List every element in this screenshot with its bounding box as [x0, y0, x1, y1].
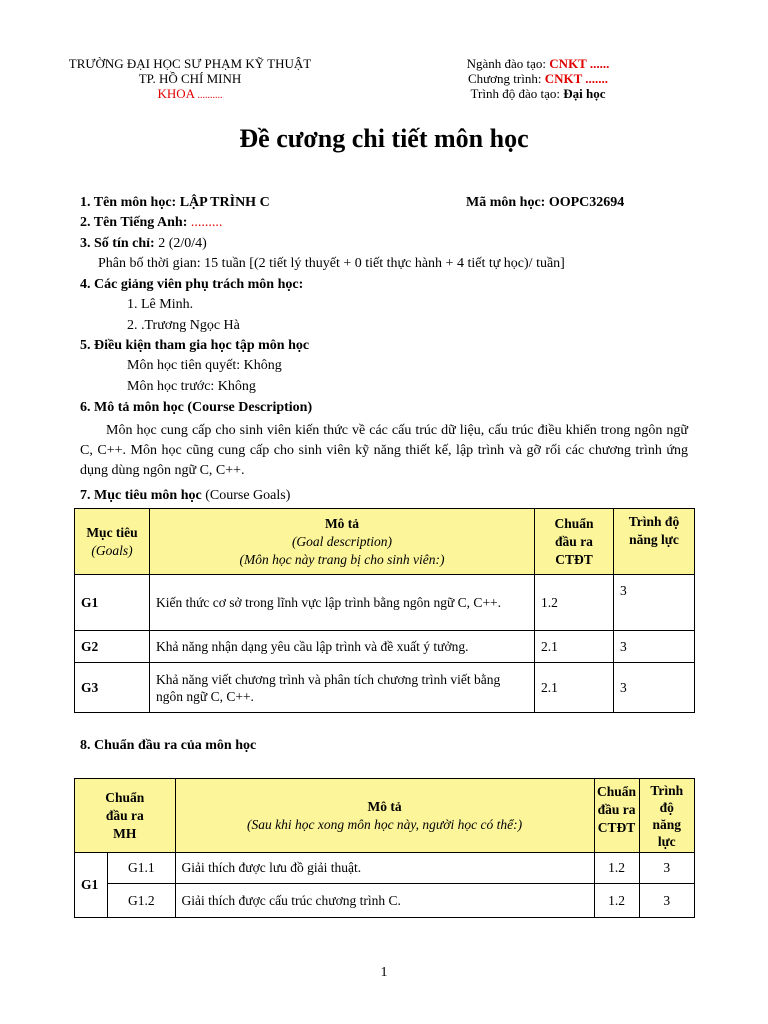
outcomes-header-level-3: năng	[652, 816, 682, 832]
item-english-name	[80, 214, 222, 231]
credits-label: 3. Số tín chỉ:	[80, 236, 155, 251]
school-city: TP. HỒ CHÍ MINH	[138, 71, 242, 86]
goal-code: G1	[75, 575, 150, 631]
item-credits	[80, 235, 207, 252]
goals-header-goal-vi: Mục tiêu	[86, 524, 138, 540]
outcomes-header-ctdt	[594, 779, 639, 853]
outcome-group: G1	[75, 853, 108, 918]
table-row	[75, 575, 695, 631]
outcomes-header-code-2: đầu ra	[105, 807, 144, 823]
goals-header-description	[150, 509, 535, 575]
page-number: 1	[380, 965, 388, 980]
faculty-label: KHOA	[157, 86, 195, 101]
school-name: TRƯỜNG ĐẠI HỌC SƯ PHẠM KỸ THUẬT	[68, 56, 312, 71]
goal-description: Khả năng nhận dạng yêu cầu lập trình và đề xuất ý tưởng.	[150, 631, 535, 663]
outcome-ctdt: 1.2	[594, 853, 639, 884]
lecturer-1: 1. Lê Minh.	[127, 297, 194, 312]
document-title: Đề cương chi tiết môn học	[239, 124, 529, 153]
goal-level: 3	[614, 575, 695, 631]
outcomes-header-code-1: Chuẩn	[105, 789, 145, 805]
course-description: Môn học cung cấp cho sinh viên kiến thức về các cấu trúc dữ liệu, cấu trúc điều khiển trong ngôn ngữ C, C++. Môn học cũng cung cấp cho sinh viên kỹ năng thiết kế, lập trình và gỡ rối các chương trình ứng dụng dùng ngôn ngữ C, C++.	[80, 423, 688, 478]
outcomes-header-code	[75, 779, 176, 853]
table-row	[75, 884, 695, 918]
goals-header-goal	[75, 509, 150, 575]
program-line	[438, 71, 638, 86]
outcomes-header-description	[175, 779, 594, 853]
goals-header-ctdt-1: Chuẩn	[554, 515, 594, 531]
program-label: Chương trình:	[467, 71, 542, 86]
level-label: Trình độ đào tạo:	[470, 86, 560, 101]
outcomes-table	[74, 778, 695, 918]
outcomes-header-ctdt-2: đầu ra	[597, 802, 636, 817]
goal-description: Khả năng viết chương trình và phân tích chương trình viết bằng ngôn ngữ C, C++.	[150, 663, 535, 713]
outcomes-header-row	[75, 779, 695, 853]
major-line	[438, 56, 638, 71]
goals-header-level-1: Trình độ	[628, 514, 680, 529]
goal-ctdt: 2.1	[535, 631, 614, 663]
goals-header-desc-en: (Goal description)	[291, 533, 393, 549]
outcomes-header-ctdt-1: Chuẩn	[597, 784, 637, 799]
table-row	[75, 853, 695, 884]
goals-header-level-2: năng lực	[629, 532, 679, 547]
goal-level: 3	[614, 663, 695, 713]
outcomes-header-desc-note: (Sau khi học xong môn học này, người học có thể:)	[246, 816, 523, 832]
goals-header-row	[75, 509, 695, 575]
item-goals	[80, 487, 290, 504]
outcomes-header-ctdt-3: CTĐT	[597, 820, 636, 835]
english-name-value: .........	[190, 215, 223, 230]
outcome-level: 3	[639, 884, 694, 918]
item-lecturers: 4. Các giảng viên phụ trách môn học:	[80, 277, 304, 292]
item-course-name: 1. Tên môn học: LẬP TRÌNH C	[80, 195, 270, 210]
credits-value: 2 (2/0/4)	[154, 236, 207, 251]
faculty	[40, 86, 340, 103]
goal-ctdt: 2.1	[535, 663, 614, 713]
outcome-code: G1.1	[108, 853, 176, 884]
level-value: Đại học	[563, 86, 606, 101]
goal-level: 3	[614, 631, 695, 663]
goals-header-level	[614, 509, 695, 575]
item-course-code: Mã môn học: OOPC32694	[466, 195, 625, 210]
goal-code: G2	[75, 631, 150, 663]
goals-header-desc-note: (Môn học này trang bị cho sinh viên:)	[239, 551, 445, 567]
goals-header-ctdt	[535, 509, 614, 575]
goals-table	[74, 508, 695, 713]
goals-label: 7. Mục tiêu môn học	[80, 488, 202, 503]
goal-ctdt: 1.2	[535, 575, 614, 631]
goal-code: G3	[75, 663, 150, 713]
prerequisite-course: Môn học tiên quyết: Không	[127, 358, 282, 373]
outcome-ctdt: 1.2	[594, 884, 639, 918]
goals-header-desc-vi: Mô tả	[324, 515, 360, 531]
outcomes-header-level	[639, 779, 694, 853]
outcome-description: Giải thích được lưu đồ giải thuật.	[175, 853, 594, 884]
outcomes-header-level-2: độ	[659, 799, 674, 815]
time-allocation: Phân bố thời gian: 15 tuần [(2 tiết lý thuyết + 0 tiết thực hành + 4 tiết tự học)/ tuần]	[98, 256, 565, 271]
outcome-description: Giải thích được cấu trúc chương trình C.	[175, 884, 594, 918]
school-header	[40, 56, 340, 103]
item-learning-outcomes: 8. Chuẩn đầu ra của môn học	[80, 738, 257, 753]
major-value: CNKT ......	[549, 56, 610, 71]
outcomes-header-level-1: Trình	[650, 782, 684, 798]
english-name-label: 2. Tên Tiếng Anh:	[80, 215, 188, 230]
goals-header-ctdt-3: CTĐT	[555, 551, 593, 567]
major-label: Ngành đào tạo:	[466, 56, 547, 71]
table-row	[75, 663, 695, 713]
faculty-value: ..........	[197, 90, 223, 101]
outcomes-header-level-4: lực	[657, 833, 676, 849]
goals-label-en: (Course Goals)	[201, 488, 291, 503]
lecturer-2: 2. .Trương Ngọc Hà	[127, 318, 240, 333]
item-prerequisites: 5. Điều kiện tham gia học tập môn học	[80, 338, 310, 353]
previous-course: Môn học trước: Không	[127, 379, 256, 394]
outcomes-header-desc-vi: Mô tả	[367, 798, 402, 814]
outcome-level: 3	[639, 853, 694, 884]
program-value: CNKT .......	[544, 71, 609, 86]
outcomes-header-code-3: MH	[113, 825, 137, 841]
goal-description: Kiến thức cơ sở trong lĩnh vực lập trình bằng ngôn ngữ C, C++.	[150, 575, 535, 631]
goals-header-ctdt-2: đầu ra	[555, 533, 593, 549]
goals-header-goal-en: (Goals)	[91, 542, 133, 558]
table-row	[75, 631, 695, 663]
level-line	[438, 86, 638, 101]
program-header	[438, 56, 638, 101]
item-description: 6. Mô tả môn học (Course Description)	[80, 400, 313, 415]
outcome-code: G1.2	[108, 884, 176, 918]
